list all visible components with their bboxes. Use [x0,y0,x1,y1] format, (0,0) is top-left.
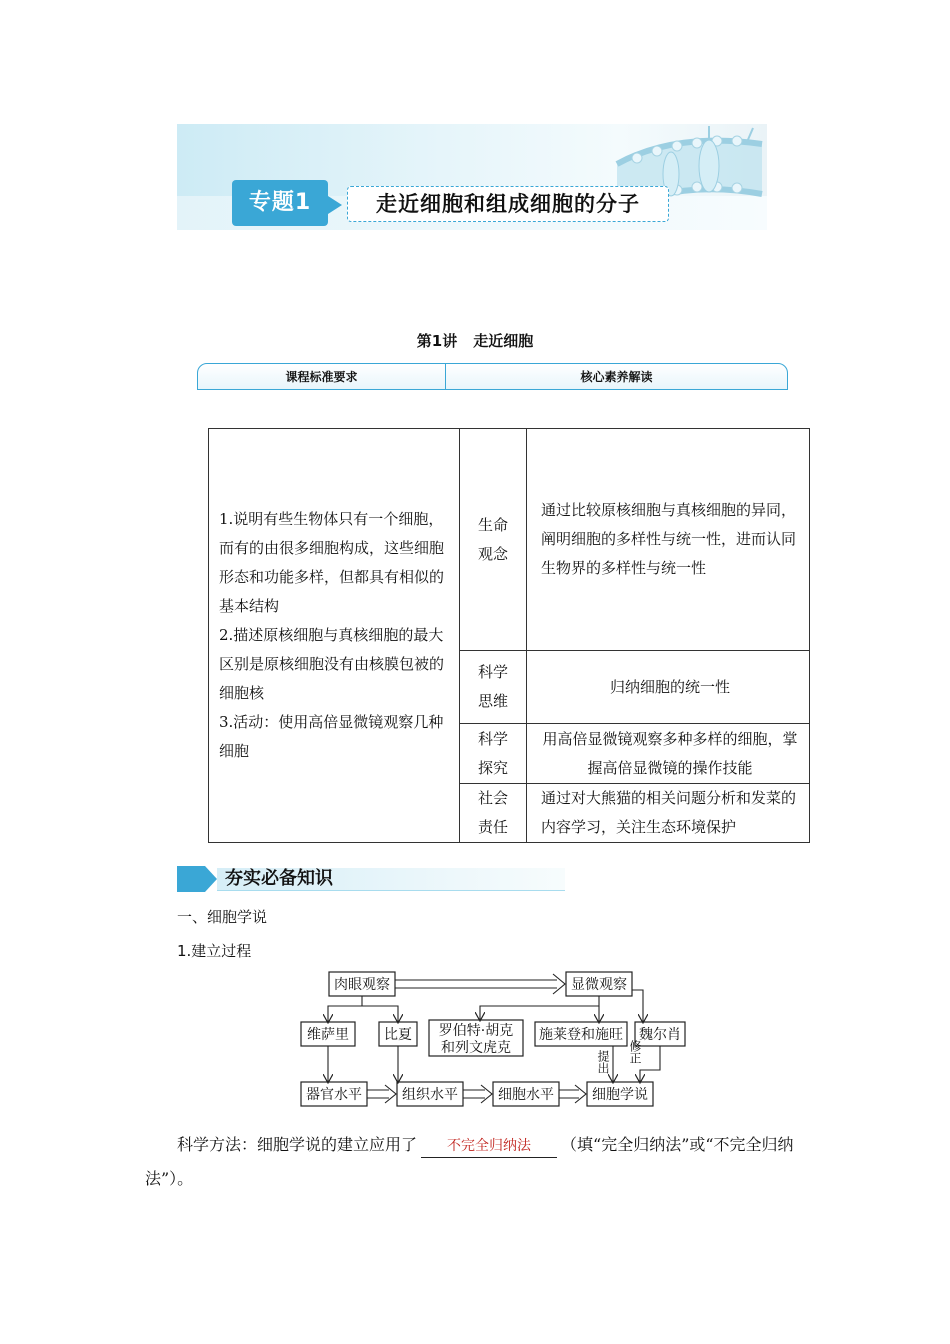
flow-hooke-1: 罗伯特·胡克 [438,1023,514,1039]
category-cell: 科学 思维 [460,651,527,724]
answer-blank: 不完全归纳法 [421,1135,557,1158]
flow-microscope: 显微观察 [571,977,627,993]
topic-tag: 专题1 [232,180,328,226]
standards-table [208,428,810,843]
flow-vesalius: 维萨里 [307,1027,349,1043]
category-cell: 科学 探究 [460,724,527,784]
flow-hooke-2: 和列文虎克 [441,1040,511,1056]
lesson-name: 走近细胞 [473,332,534,350]
topic-tag-arrow [328,196,342,214]
scientific-method-paragraph [145,1128,810,1196]
requirements-cell [209,429,460,843]
flow-naked-eye: 肉眼观察 [334,977,390,993]
description-cell: 通过比较原核细胞与真核细胞的异同，阐明细胞的多样性与统一性，进而认同生物界的多样性与统一性 [527,429,810,651]
section-marker-arrow [205,866,217,892]
section-title: 夯实必备知识 [225,868,333,889]
heading-establishment-process: 1.建立过程 [177,942,252,960]
method-suffix: （填“完全归纳法”或“不完全归纳法”）。 [145,1135,794,1188]
table-header-bar [197,363,788,390]
section-marker-icon [177,866,205,892]
description-cell: 用高倍显微镜观察多种多样的细胞，掌握高倍显微镜的操作技能 [527,724,810,784]
header-core-literacy: 核心素养解读 [580,370,653,384]
description-cell: 通过对大熊猫的相关问题分析和发菜的内容学习，关注生态环境保护 [527,784,810,843]
flow-revise: 修正 [628,1040,642,1064]
method-prefix: 科学方法：细胞学说的建立应用了 [177,1135,418,1154]
lesson-number: 第1讲 [416,332,458,350]
flow-virchow: 魏尔肖 [639,1027,681,1043]
category-cell: 社会 责任 [460,784,527,843]
description-cell: 归纳细胞的统一性 [527,651,810,724]
flow-tissue-level: 组织水平 [402,1087,458,1103]
heading-cell-theory: 一、细胞学说 [177,908,268,926]
flow-cell-level: 细胞水平 [498,1087,554,1103]
topic-title: 走近细胞和组成细胞的分子 [347,186,669,222]
category-cell: 生命 观念 [460,429,527,651]
lesson-title [0,330,950,351]
requirement-item: 2.描述原核细胞与真核细胞的最大区别是原核细胞没有由核膜包被的细胞核 [219,626,445,702]
requirement-item: 3.活动：使用高倍显微镜观察几种细胞 [219,713,444,760]
cell-theory-flow-diagram [295,966,695,1112]
flow-bichat: 比夏 [384,1027,412,1043]
requirement-item: 1.说明有些生物体只有一个细胞，而有的由很多细胞构成，这些细胞形态和功能多样，但都具有相似的基本结构 [219,510,445,615]
flow-schleiden: 施莱登和施旺 [539,1027,623,1043]
header-course-standards: 课程标准要求 [198,364,446,389]
flow-propose: 提出 [596,1050,610,1074]
flow-cell-theory: 细胞学说 [592,1087,648,1103]
flow-organ-level: 器官水平 [306,1087,362,1103]
